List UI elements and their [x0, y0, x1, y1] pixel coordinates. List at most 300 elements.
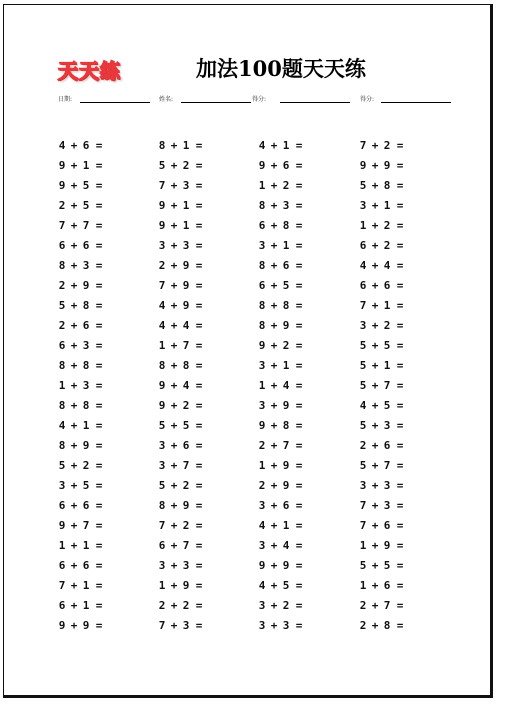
problem-item [156, 559, 206, 573]
date-line [80, 102, 150, 103]
second-addend: 6 [82, 239, 90, 252]
plus-sign: + [70, 619, 78, 632]
problem-item [156, 479, 206, 493]
equals-sign: = [396, 419, 404, 432]
equals-sign: = [295, 199, 303, 212]
second-addend: 8 [282, 219, 290, 232]
second-addend: 1 [82, 419, 90, 432]
plus-sign: + [270, 559, 278, 572]
second-addend: 3 [182, 619, 190, 632]
plus-sign: + [70, 439, 78, 452]
plus-sign: + [70, 479, 78, 492]
name-field [159, 94, 173, 103]
second-addend: 7 [383, 599, 391, 612]
problem-item [256, 299, 306, 313]
second-addend: 1 [82, 579, 90, 592]
first-addend: 7 [359, 499, 367, 512]
equals-sign: = [195, 479, 203, 492]
problem-item [156, 399, 206, 413]
equals-sign: = [95, 499, 103, 512]
problem-item [256, 499, 306, 513]
problem-item [256, 439, 306, 453]
second-addend: 9 [182, 499, 190, 512]
problem-item [156, 619, 206, 633]
second-addend: 5 [383, 399, 391, 412]
problem-item [256, 319, 306, 333]
equals-sign: = [295, 519, 303, 532]
problem-item [357, 299, 407, 313]
second-addend: 6 [82, 559, 90, 572]
second-addend: 2 [182, 159, 190, 172]
problem-item [357, 479, 407, 493]
equals-sign: = [295, 559, 303, 572]
first-addend: 7 [158, 619, 166, 632]
plus-sign: + [270, 299, 278, 312]
equals-sign: = [195, 319, 203, 332]
problem-item [256, 579, 306, 593]
plus-sign: + [170, 599, 178, 612]
equals-sign: = [396, 179, 404, 192]
info-fields [58, 94, 458, 106]
equals-sign: = [396, 199, 404, 212]
second-addend: 1 [383, 359, 391, 372]
first-addend: 9 [58, 619, 66, 632]
second-addend: 1 [282, 519, 290, 532]
first-addend: 9 [158, 219, 166, 232]
problem-item [56, 619, 106, 633]
plus-sign: + [270, 579, 278, 592]
first-addend: 5 [359, 339, 367, 352]
plus-sign: + [70, 399, 78, 412]
second-addend: 4 [182, 319, 190, 332]
first-addend: 9 [258, 159, 266, 172]
equals-sign: = [195, 539, 203, 552]
second-addend: 2 [182, 519, 190, 532]
first-addend: 6 [58, 599, 66, 612]
first-addend: 1 [258, 179, 266, 192]
plus-sign: + [70, 319, 78, 332]
equals-sign: = [195, 199, 203, 212]
second-addend: 2 [282, 179, 290, 192]
first-addend: 6 [258, 279, 266, 292]
plus-sign: + [270, 319, 278, 332]
equals-sign: = [95, 299, 103, 312]
equals-sign: = [95, 399, 103, 412]
second-addend: 9 [282, 319, 290, 332]
problem-item [256, 599, 306, 613]
time-label: 得分: [252, 96, 267, 103]
first-addend: 3 [158, 439, 166, 452]
equals-sign: = [295, 319, 303, 332]
problem-item [256, 179, 306, 193]
first-addend: 5 [58, 299, 66, 312]
second-addend: 6 [383, 439, 391, 452]
equals-sign: = [195, 419, 203, 432]
equals-sign: = [295, 499, 303, 512]
problem-item [256, 359, 306, 373]
plus-sign: + [170, 279, 178, 292]
plus-sign: + [70, 419, 78, 432]
problem-item [357, 559, 407, 573]
equals-sign: = [295, 439, 303, 452]
second-addend: 6 [82, 139, 90, 152]
equals-sign: = [396, 619, 404, 632]
problem-item [256, 239, 306, 253]
date-field [58, 94, 72, 103]
equals-sign: = [396, 299, 404, 312]
second-addend: 1 [383, 199, 391, 212]
equals-sign: = [295, 399, 303, 412]
second-addend: 7 [383, 379, 391, 392]
equals-sign: = [295, 479, 303, 492]
first-addend: 9 [58, 159, 66, 172]
plus-sign: + [170, 299, 178, 312]
plus-sign: + [70, 139, 78, 152]
plus-sign: + [70, 359, 78, 372]
plus-sign: + [371, 279, 379, 292]
second-addend: 7 [282, 439, 290, 452]
second-addend: 3 [383, 419, 391, 432]
plus-sign: + [70, 199, 78, 212]
second-addend: 9 [82, 439, 90, 452]
page-title: 加法100题天天练 [196, 56, 366, 81]
problem-item [56, 579, 106, 593]
second-addend: 1 [383, 299, 391, 312]
first-addend: 2 [58, 279, 66, 292]
plus-sign: + [270, 139, 278, 152]
first-addend: 8 [158, 499, 166, 512]
score-field [360, 94, 374, 103]
problem-item [256, 199, 306, 213]
second-addend: 7 [383, 459, 391, 472]
equals-sign: = [396, 139, 404, 152]
equals-sign: = [396, 599, 404, 612]
first-addend: 6 [58, 339, 66, 352]
second-addend: 3 [383, 499, 391, 512]
plus-sign: + [170, 539, 178, 552]
problem-item [156, 139, 206, 153]
problem-item [357, 379, 407, 393]
name-line [181, 102, 251, 103]
first-addend: 4 [258, 139, 266, 152]
problem-item [56, 279, 106, 293]
problem-item [256, 159, 306, 173]
first-addend: 3 [258, 539, 266, 552]
equals-sign: = [95, 259, 103, 272]
problem-item [357, 279, 407, 293]
equals-sign: = [295, 579, 303, 592]
plus-sign: + [170, 239, 178, 252]
second-addend: 1 [182, 199, 190, 212]
plus-sign: + [371, 199, 379, 212]
second-addend: 9 [182, 279, 190, 292]
first-addend: 3 [158, 459, 166, 472]
second-addend: 5 [82, 179, 90, 192]
first-addend: 8 [258, 259, 266, 272]
first-addend: 4 [158, 299, 166, 312]
first-addend: 2 [359, 439, 367, 452]
second-addend: 6 [282, 159, 290, 172]
problem-item [56, 439, 106, 453]
plus-sign: + [371, 299, 379, 312]
second-addend: 5 [282, 279, 290, 292]
problem-item [357, 139, 407, 153]
problem-item [357, 319, 407, 333]
second-addend: 3 [383, 479, 391, 492]
second-addend: 9 [82, 279, 90, 292]
first-addend: 9 [158, 379, 166, 392]
second-addend: 6 [282, 259, 290, 272]
first-addend: 4 [359, 399, 367, 412]
problem-item [56, 459, 106, 473]
plus-sign: + [170, 619, 178, 632]
first-addend: 5 [158, 479, 166, 492]
second-addend: 2 [383, 139, 391, 152]
first-addend: 9 [58, 519, 66, 532]
plus-sign: + [70, 239, 78, 252]
equals-sign: = [396, 279, 404, 292]
score-label: 得分: [360, 96, 375, 103]
first-addend: 3 [158, 239, 166, 252]
problem-item [256, 259, 306, 273]
equals-sign: = [295, 139, 303, 152]
second-addend: 2 [82, 459, 90, 472]
plus-sign: + [170, 419, 178, 432]
equals-sign: = [95, 239, 103, 252]
problem-item [156, 439, 206, 453]
first-addend: 8 [258, 319, 266, 332]
equals-sign: = [195, 219, 203, 232]
problem-item [357, 359, 407, 373]
plus-sign: + [371, 559, 379, 572]
equals-sign: = [295, 359, 303, 372]
problem-item [357, 619, 407, 633]
equals-sign: = [295, 239, 303, 252]
equals-sign: = [396, 319, 404, 332]
equals-sign: = [95, 139, 103, 152]
second-addend: 1 [82, 599, 90, 612]
equals-sign: = [95, 419, 103, 432]
equals-sign: = [95, 479, 103, 492]
first-addend: 7 [158, 519, 166, 532]
plus-sign: + [70, 179, 78, 192]
second-addend: 3 [182, 179, 190, 192]
first-addend: 8 [58, 439, 66, 452]
second-addend: 8 [182, 359, 190, 372]
problem-item [156, 319, 206, 333]
plus-sign: + [270, 479, 278, 492]
first-addend: 3 [258, 619, 266, 632]
first-addend: 5 [359, 559, 367, 572]
equals-sign: = [195, 399, 203, 412]
plus-sign: + [270, 239, 278, 252]
problem-item [256, 419, 306, 433]
plus-sign: + [70, 459, 78, 472]
equals-sign: = [295, 419, 303, 432]
equals-sign: = [95, 279, 103, 292]
problem-item [156, 339, 206, 353]
second-addend: 1 [282, 139, 290, 152]
first-addend: 2 [258, 479, 266, 492]
problem-item [256, 459, 306, 473]
first-addend: 6 [158, 539, 166, 552]
second-addend: 4 [282, 539, 290, 552]
plus-sign: + [371, 339, 379, 352]
second-addend: 6 [282, 499, 290, 512]
problem-item [156, 519, 206, 533]
problem-item [256, 479, 306, 493]
problem-item [56, 219, 106, 233]
plus-sign: + [270, 219, 278, 232]
second-addend: 7 [182, 339, 190, 352]
problem-item [156, 259, 206, 273]
second-addend: 9 [182, 299, 190, 312]
second-addend: 1 [82, 159, 90, 172]
plus-sign: + [371, 519, 379, 532]
plus-sign: + [70, 499, 78, 512]
plus-sign: + [170, 499, 178, 512]
first-addend: 7 [158, 279, 166, 292]
second-addend: 9 [182, 579, 190, 592]
problem-item [156, 219, 206, 233]
first-addend: 9 [359, 159, 367, 172]
equals-sign: = [95, 379, 103, 392]
plus-sign: + [70, 299, 78, 312]
problem-item [357, 579, 407, 593]
problem-item [156, 579, 206, 593]
first-addend: 7 [158, 179, 166, 192]
problem-item [156, 359, 206, 373]
equals-sign: = [396, 459, 404, 472]
plus-sign: + [371, 319, 379, 332]
first-addend: 2 [359, 599, 367, 612]
problem-item [56, 259, 106, 273]
first-addend: 3 [359, 199, 367, 212]
first-addend: 4 [258, 519, 266, 532]
second-addend: 8 [383, 179, 391, 192]
first-addend: 3 [158, 559, 166, 572]
equals-sign: = [396, 379, 404, 392]
equals-sign: = [95, 359, 103, 372]
plus-sign: + [270, 359, 278, 372]
first-addend: 7 [359, 299, 367, 312]
first-addend: 2 [359, 619, 367, 632]
plus-sign: + [371, 159, 379, 172]
problem-item [256, 139, 306, 153]
first-addend: 5 [58, 459, 66, 472]
second-addend: 6 [383, 519, 391, 532]
first-addend: 1 [158, 339, 166, 352]
equals-sign: = [95, 439, 103, 452]
second-addend: 2 [383, 239, 391, 252]
second-addend: 7 [182, 539, 190, 552]
first-addend: 4 [258, 579, 266, 592]
plus-sign: + [70, 339, 78, 352]
plus-sign: + [170, 319, 178, 332]
second-addend: 2 [282, 599, 290, 612]
date-label: 日期: [58, 96, 73, 103]
problem-item [156, 419, 206, 433]
plus-sign: + [170, 519, 178, 532]
problem-item [357, 199, 407, 213]
equals-sign: = [396, 399, 404, 412]
second-addend: 2 [383, 319, 391, 332]
first-addend: 6 [359, 239, 367, 252]
equals-sign: = [195, 239, 203, 252]
plus-sign: + [371, 219, 379, 232]
problem-item [56, 319, 106, 333]
first-addend: 9 [158, 399, 166, 412]
equals-sign: = [95, 559, 103, 572]
first-addend: 5 [158, 419, 166, 432]
problem-item [256, 399, 306, 413]
equals-sign: = [396, 559, 404, 572]
first-addend: 3 [258, 399, 266, 412]
plus-sign: + [371, 259, 379, 272]
second-addend: 8 [82, 359, 90, 372]
plus-sign: + [270, 399, 278, 412]
problem-item [357, 459, 407, 473]
equals-sign: = [295, 179, 303, 192]
first-addend: 7 [359, 519, 367, 532]
plus-sign: + [371, 499, 379, 512]
problem-item [256, 219, 306, 233]
equals-sign: = [295, 459, 303, 472]
problem-item [357, 239, 407, 253]
plus-sign: + [170, 159, 178, 172]
equals-sign: = [195, 279, 203, 292]
problem-item [56, 479, 106, 493]
second-addend: 9 [383, 539, 391, 552]
plus-sign: + [270, 539, 278, 552]
second-addend: 9 [82, 619, 90, 632]
equals-sign: = [396, 539, 404, 552]
problem-item [156, 499, 206, 513]
problem-item [357, 499, 407, 513]
plus-sign: + [371, 439, 379, 452]
first-addend: 7 [58, 579, 66, 592]
plus-sign: + [371, 379, 379, 392]
plus-sign: + [270, 259, 278, 272]
plus-sign: + [371, 139, 379, 152]
equals-sign: = [95, 159, 103, 172]
equals-sign: = [95, 179, 103, 192]
second-addend: 5 [82, 199, 90, 212]
problem-item [256, 559, 306, 573]
equals-sign: = [195, 379, 203, 392]
second-addend: 3 [282, 199, 290, 212]
equals-sign: = [195, 359, 203, 372]
second-addend: 3 [182, 239, 190, 252]
problem-item [357, 399, 407, 413]
plus-sign: + [270, 499, 278, 512]
equals-sign: = [195, 439, 203, 452]
equals-sign: = [295, 339, 303, 352]
first-addend: 5 [158, 159, 166, 172]
equals-sign: = [295, 279, 303, 292]
problem-item [56, 159, 106, 173]
first-addend: 9 [58, 179, 66, 192]
first-addend: 1 [158, 579, 166, 592]
plus-sign: + [170, 479, 178, 492]
equals-sign: = [396, 259, 404, 272]
problem-item [357, 179, 407, 193]
first-addend: 3 [258, 359, 266, 372]
second-addend: 2 [383, 219, 391, 232]
first-addend: 3 [359, 479, 367, 492]
first-addend: 8 [58, 399, 66, 412]
second-addend: 6 [82, 499, 90, 512]
